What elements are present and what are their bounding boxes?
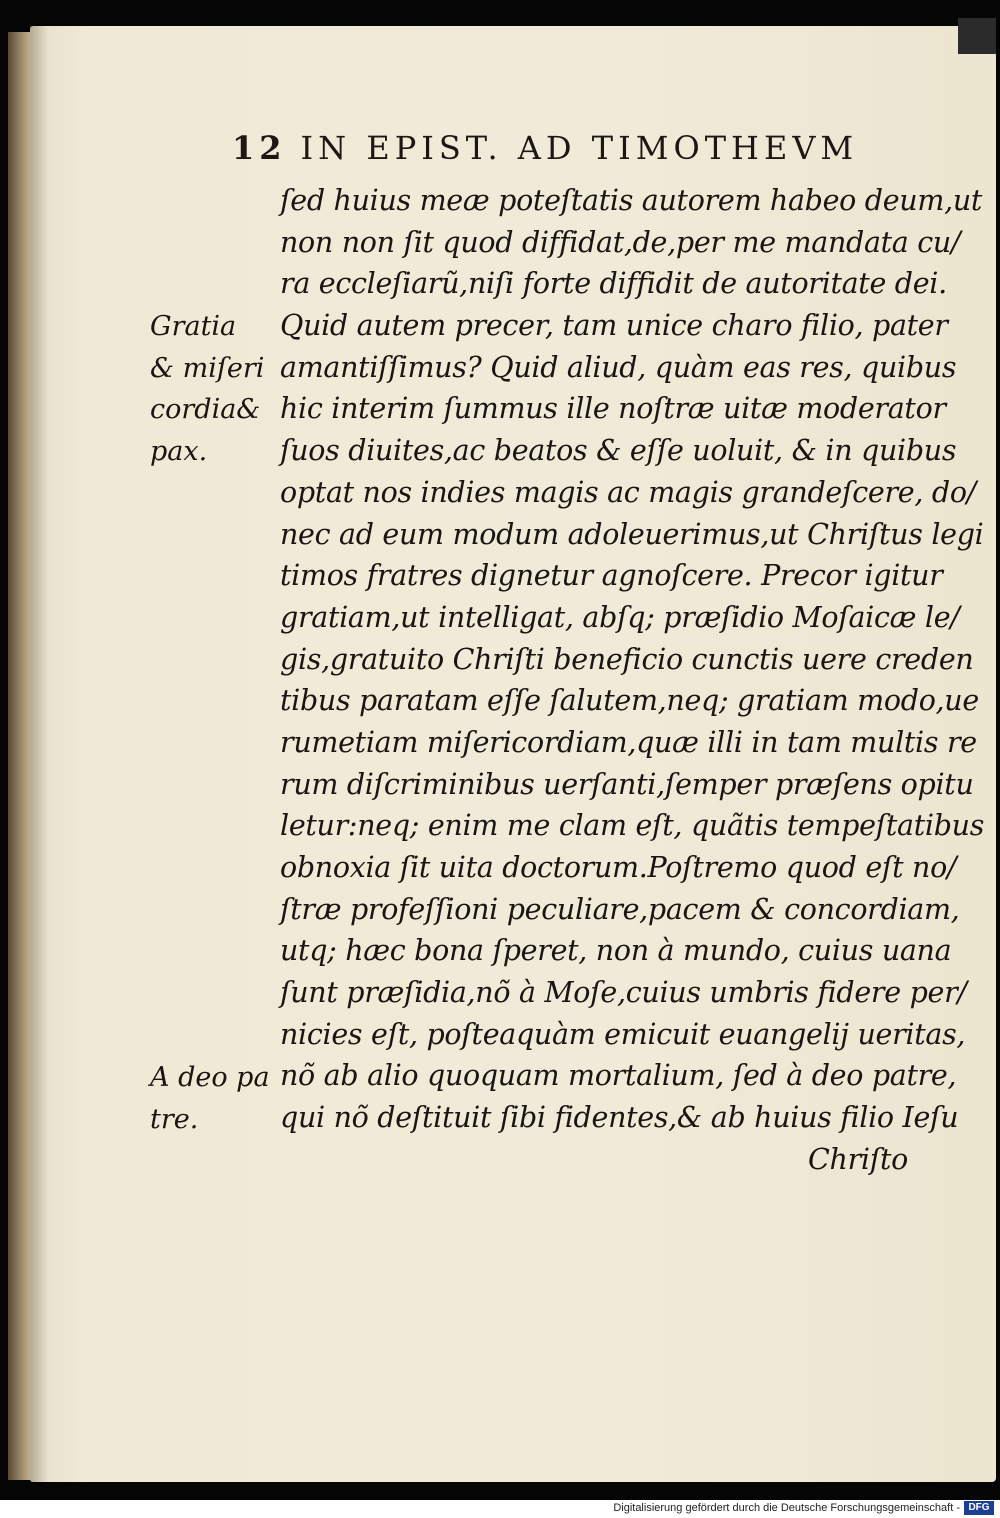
margin-note-line: & miſeri — [150, 352, 265, 384]
margin-note-line: A deo pa — [150, 1062, 270, 1093]
text-line: rumetiam miſericordiam,quæ illi in tam multis re — [280, 725, 977, 759]
margin-note-line: tre. — [150, 1103, 199, 1135]
margin-note-line: pax. — [150, 436, 208, 468]
margin-note-gratia — [150, 306, 275, 473]
text-line: optat nos indies magis ac magis grandeſcere, do/ — [280, 475, 976, 509]
scan-corner — [958, 18, 996, 54]
margin-note-line: Gratia — [150, 311, 237, 342]
running-title: IN EPIST. AD TIMOTHEVM — [300, 129, 859, 167]
text-line: rum diſcriminibus uerſanti,ſemper præſens opitu — [280, 767, 974, 801]
body-text — [280, 180, 985, 1181]
text-line: ſunt præſidia,nõ à Moſe,cuius umbris fidere per/ — [280, 976, 967, 1010]
text-line: ſtræ profeſſioni peculiare,pacem & concordiam, — [280, 892, 960, 926]
text-line: ra eccleſiarũ,niſi forte diffidit de autoritate dei. — [280, 267, 947, 301]
text-line: non non ſit quod diffidat,de,per me mandata cu/ — [280, 225, 961, 259]
margin-note-line: cordia& — [150, 394, 261, 426]
margin-note-a-deo — [150, 1057, 275, 1140]
page-number: 12 — [232, 129, 287, 167]
text-line: tibus paratam eſſe ſalutem,neq; gratiam modo,ue — [280, 684, 979, 718]
funding-credit: Digitalisierung gefördert durch die Deutsche Forschungsgemeinschaft - — [613, 1502, 960, 1514]
text-line: amantiſſimus? Quid aliud, quàm eas res, quibus — [280, 350, 957, 384]
text-line: timos fratres dignetur agnoſcere. Precor igitur — [280, 559, 943, 593]
running-head — [232, 126, 952, 170]
text-line: ſed huius meæ poteſtatis autorem habeo deum,ut — [280, 184, 983, 217]
text-line: hic interim ſummus ille noſtræ uitæ moderator — [280, 392, 946, 426]
text-line: qui nõ deſtituit ſibi fidentes,& ab huius filio Ieſu — [280, 1101, 959, 1135]
text-line: gis,gratuito Chriſti beneficio cunctis uere creden — [280, 642, 974, 676]
text-line: Quid autem precer, tam unice charo filio, pater — [280, 309, 948, 343]
text-line: ſuos diuites,ac beatos & eſſe uoluit, & in quibus — [280, 434, 957, 468]
text-line: nec ad eum modum adoleuerimus,ut Chriſtus legi — [280, 517, 984, 551]
text-line: nõ ab alio quoquam mortalium, ſed à deo patre, — [280, 1059, 957, 1093]
dfg-logo: DFG — [964, 1501, 994, 1515]
text-line: gratiam,ut intelligat, abſq; præſidio Moſaicæ le/ — [280, 600, 960, 634]
text-line: obnoxia ſit uita doctorum.Poſtremo quod eſt no/ — [280, 851, 957, 884]
text-line: nicies eſt, poſteaquàm emicuit euangelij ueritas, — [280, 1017, 966, 1051]
gutter-shadow — [30, 26, 48, 1482]
text-line: utq; hæc bona ſperet, non à mundo, cuius uana — [280, 934, 952, 968]
catchword: Chriſto — [808, 1142, 908, 1176]
text-line: letur:neq; enim me clam eſt, quãtis tempeſtatibus — [280, 809, 985, 843]
